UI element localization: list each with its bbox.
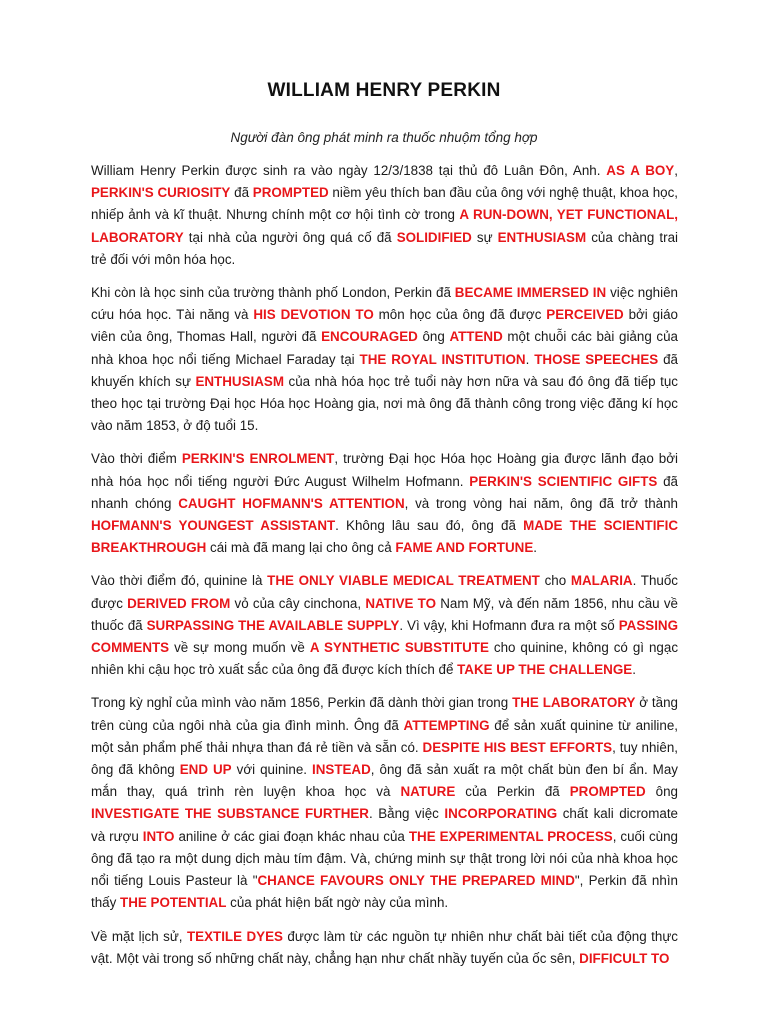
body-text: ", Perkin đã nhìn thấy [91, 873, 678, 911]
highlighted-phrase: FAME AND FORTUNE [395, 540, 534, 556]
highlighted-phrase: SURPASSING THE AVAILABLE SUPPLY [146, 617, 400, 633]
body-text: được làm từ các nguồn tự nhiên như chất bài tiết của động thực vật. Một vài trong số những chất này, chẳng hạn như chất nhầy tuyến của ốc sên, [91, 928, 678, 966]
highlighted-phrase: ENTHUSIASM [195, 373, 284, 389]
highlighted-phrase: INCORPORATING [444, 806, 558, 822]
highlighted-phrase: NATIVE TO [365, 595, 437, 611]
body-text: . [533, 540, 537, 556]
highlighted-phrase: TAKE UP THE CHALLENGE [457, 662, 633, 678]
highlighted-phrase: INVESTIGATE THE SUBSTANCE FURTHER [91, 806, 369, 822]
highlighted-phrase: DESPITE HIS BEST EFFORTS [422, 739, 613, 755]
paragraph-6 [91, 926, 678, 970]
body-text: môn học của ông đã được [373, 307, 547, 323]
highlighted-phrase: PERCEIVED [546, 307, 624, 323]
highlighted-phrase: INTO [142, 828, 175, 844]
body-text: chất kali dicromate và rượu [91, 806, 678, 844]
body-text: sự [471, 229, 498, 245]
paragraph-2 [91, 282, 678, 437]
body-text: , tuy nhiên, ông đã không [91, 739, 678, 778]
body-text: của phát hiện bất ngờ này của mình. [226, 895, 449, 911]
highlighted-phrase: THE POTENTIAL [120, 895, 227, 911]
highlighted-phrase: AS A BOY [606, 163, 675, 178]
highlighted-phrase: ATTEND [449, 329, 503, 345]
body-text: , và trong vòng hai năm, ông đã trở thành [404, 495, 679, 511]
body-text: bởi giáo viên của ông, Thomas Hall, người đã [91, 307, 678, 345]
paragraph-1 [91, 160, 678, 271]
highlighted-phrase: END UP [179, 762, 232, 778]
body-text: vỏ của cây cinchona, [230, 595, 366, 611]
body-text: Khi còn là học sinh của trường thành phố London, Perkin đã [91, 285, 455, 301]
highlighted-phrase: PROMPTED [569, 784, 646, 800]
body-text: ông [645, 784, 678, 800]
body-text: aniline ở các giai đoạn khác nhau của [174, 828, 409, 844]
body-text: đã [230, 185, 253, 201]
highlighted-phrase: A SYNTHETIC SUBSTITUTE [309, 640, 489, 656]
body-text: của Perkin đã [455, 784, 570, 800]
body-text: Trong kỳ nghỉ của mình vào năm 1856, Perkin đã dành thời gian trong [91, 695, 513, 711]
page-title: WILLIAM HENRY PERKIN [267, 80, 501, 101]
highlighted-phrase: CHANCE FAVOURS ONLY THE PREPARED MIND [257, 873, 575, 889]
highlighted-phrase: SOLIDIFIED [396, 229, 472, 245]
body-text: tại nhà của người ông quá cố đã [183, 229, 397, 245]
body-text: . Vì vậy, khi Hofmann đưa ra một số [399, 617, 619, 633]
body-text: một chuỗi các bài giảng của nhà khoa học nổi tiếng Michael Faraday tại [91, 329, 678, 367]
body-text: Vào thời điểm [91, 451, 182, 467]
body-text: . [632, 662, 636, 678]
body-text: của chàng trai trẻ đối với môn hóa học. [91, 229, 678, 267]
body-text: Nam Mỹ, và đến năm 1856, nhu cầu về thuốc đã [91, 595, 678, 633]
paragraph-3 [91, 448, 678, 559]
highlighted-phrase: THE LABORATORY [512, 695, 636, 711]
body-text: . [525, 351, 535, 367]
body-text: của nhà hóa học trẻ tuổi này hơn nữa và sau đó ông đã tiếp tục theo học tại trường Đại học Hóa học Hoàng gia, nơi mà ông đã thành công trong việc đăng kí học vào năm 1853, ở độ tuổi 15. [91, 373, 679, 434]
body-text: , trường Đại học Hóa học Hoàng gia được lãnh đạo bởi nhà hóa học nổi tiếng người Đức August Wilhelm Hofmann. [91, 451, 678, 489]
body-text: đã khuyến khích sự [91, 351, 678, 389]
highlighted-phrase: PERKIN'S SCIENTIFIC GIFTS [469, 473, 658, 489]
highlighted-phrase: ENTHUSIASM [497, 229, 587, 245]
highlighted-phrase: DIFFICULT TO [579, 950, 670, 966]
body-text: cho [539, 573, 571, 589]
body-text: với quinine. [231, 762, 312, 778]
highlighted-phrase: THE ONLY VIABLE MEDICAL TREATMENT [267, 573, 540, 589]
body-text: . Thuốc được [91, 573, 678, 611]
highlighted-phrase: ENCOURAGED [321, 329, 418, 345]
body-text: , ông đã sản xuất ra một chất bùn đen bí ẩn. May mắn thay, quá trình rèn luyện khoa học và [91, 762, 678, 800]
highlighted-phrase: TEXTILE DYES [186, 928, 283, 944]
body-text: Về mặt lịch sử, [91, 928, 187, 944]
highlighted-phrase: INSTEAD [312, 762, 371, 778]
body-text: William Henry Perkin được sinh ra vào ngày 12/3/1838 tại thủ đô Luân Đôn, Anh. [91, 163, 607, 178]
highlighted-phrase: PERKIN'S CURIOSITY [91, 185, 231, 201]
highlighted-phrase: CAUGHT HOFMANN'S ATTENTION [178, 495, 405, 511]
body-text: , cuối cùng ông đã tạo ra một dung dịch màu tím đậm. Và, chứng minh sự thật trong lời nói của nhà khoa học nổi tiếng Louis Pasteur là " [91, 828, 678, 889]
highlighted-phrase: MADE THE SCIENTIFIC BREAKTHROUGH [91, 518, 678, 556]
highlighted-phrase: NATURE [400, 784, 456, 800]
highlighted-phrase: THOSE SPEECHES [534, 351, 659, 367]
highlighted-phrase: PASSING COMMENTS [91, 617, 678, 656]
body-text: việc nghiên cứu hóa học. Tài năng và [91, 285, 679, 323]
highlighted-phrase: ATTEMPTING [403, 717, 490, 733]
highlighted-phrase: PROMPTED [252, 185, 329, 201]
highlighted-phrase: HIS DEVOTION TO [253, 307, 374, 323]
body-text: ở tầng trên cùng của ngôi nhà của gia đình mình. Ông đã [91, 695, 678, 733]
highlighted-phrase: BECAME IMMERSED IN [454, 285, 607, 301]
highlighted-phrase: THE EXPERIMENTAL PROCESS [408, 828, 613, 844]
body-text: niềm yêu thích ban đầu của ông với nghệ thuật, khoa học, nhiếp ảnh và kĩ thuật. Nhưng chính một cơ hội tình cờ trong [91, 185, 679, 223]
paragraph-4 [91, 570, 678, 681]
document-body [91, 160, 678, 981]
body-text: về sự mong muốn về [169, 640, 310, 656]
body-text: để sản xuất quinine từ aniline, một sản phẩm phế thải nhựa than đá rẻ tiền và sẵn có. [91, 717, 679, 755]
page-subtitle: Người đàn ông phát minh ra thuốc nhuộm tổng hợp [230, 130, 538, 145]
highlighted-phrase: PERKIN'S ENROLMENT [181, 451, 335, 467]
highlighted-phrase: MALARIA [570, 573, 633, 589]
highlighted-phrase: A RUN-DOWN, YET FUNCTIONAL, LABORATORY [91, 207, 679, 245]
body-text: đã nhanh chóng [91, 473, 678, 511]
body-text: cho quinine, không có gì ngạc nhiên khi cậu học trò xuất sắc của ông đã được kích thích để [91, 640, 679, 678]
body-text: . Bằng việc [368, 806, 445, 822]
body-text: ông [417, 329, 450, 345]
highlighted-phrase: HOFMANN'S YOUNGEST ASSISTANT [91, 518, 336, 534]
highlighted-phrase: DERIVED FROM [127, 595, 231, 611]
paragraph-5 [91, 692, 678, 914]
body-text: cái mà đã mang lại cho ông cả [206, 540, 396, 556]
body-text: Vào thời điểm đó, quinine là [91, 573, 268, 589]
body-text: . Không lâu sau đó, ông đã [335, 518, 524, 534]
body-text: , [674, 163, 678, 178]
highlighted-phrase: THE ROYAL INSTITUTION [359, 351, 526, 367]
